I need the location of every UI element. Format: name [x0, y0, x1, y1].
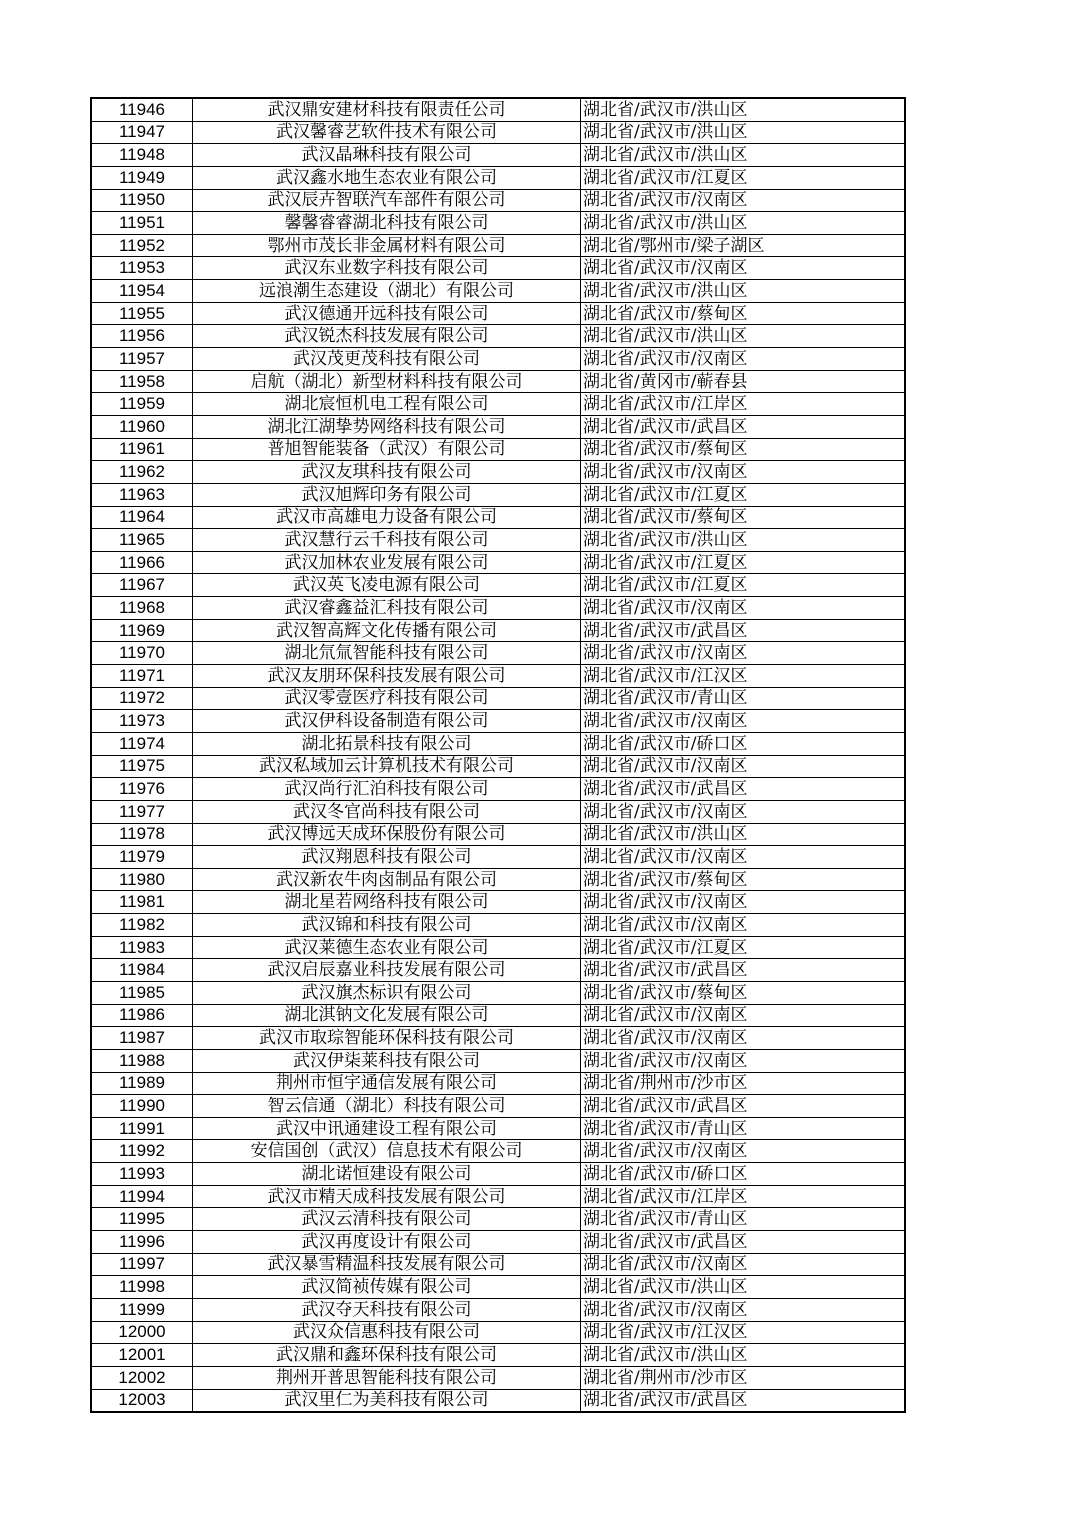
region-cell: 湖北省/武汉市/洪山区 [581, 121, 906, 144]
region-cell: 湖北省/武汉市/青山区 [581, 687, 906, 710]
row-number-cell: 11999 [91, 1298, 193, 1321]
region-cell: 湖北省/武汉市/汉南区 [581, 1253, 906, 1276]
region-cell: 湖北省/武汉市/蔡甸区 [581, 981, 906, 1004]
table-row [91, 846, 905, 869]
region-cell: 湖北省/武汉市/汉南区 [581, 597, 906, 620]
region-cell: 湖北省/武汉市/汉南区 [581, 461, 906, 484]
company-name-cell: 荆州市恒宇通信发展有限公司 [193, 1072, 581, 1095]
table-row [91, 823, 905, 846]
row-number-cell: 11996 [91, 1231, 193, 1254]
region-cell: 湖北省/武汉市/洪山区 [581, 212, 906, 235]
company-name-cell: 武汉启辰嘉业科技发展有限公司 [193, 959, 581, 982]
region-cell: 湖北省/鄂州市/梁子湖区 [581, 234, 906, 257]
company-name-cell: 武汉友琪科技有限公司 [193, 461, 581, 484]
row-number-cell: 11954 [91, 280, 193, 303]
company-name-cell: 湖北拓景科技有限公司 [193, 732, 581, 755]
region-cell: 湖北省/武汉市/蔡甸区 [581, 438, 906, 461]
region-cell: 湖北省/武汉市/汉南区 [581, 189, 906, 212]
row-number-cell: 11963 [91, 483, 193, 506]
row-number-cell: 11969 [91, 619, 193, 642]
table-row [91, 1298, 905, 1321]
company-name-cell: 武汉再度设计有限公司 [193, 1231, 581, 1254]
table-row [91, 1185, 905, 1208]
row-number-cell: 11955 [91, 302, 193, 325]
row-number-cell: 11995 [91, 1208, 193, 1231]
table-row [91, 529, 905, 552]
company-name-cell: 武汉夺天科技有限公司 [193, 1298, 581, 1321]
table-row [91, 687, 905, 710]
region-cell: 湖北省/武汉市/江夏区 [581, 936, 906, 959]
region-cell: 湖北省/武汉市/洪山区 [581, 823, 906, 846]
company-name-cell: 武汉零壹医疗科技有限公司 [193, 687, 581, 710]
region-cell: 湖北省/武汉市/蔡甸区 [581, 868, 906, 891]
table-row [91, 868, 905, 891]
company-name-cell: 武汉鼎安建材科技有限责任公司 [193, 98, 581, 121]
table-row [91, 981, 905, 1004]
table-row [91, 393, 905, 416]
region-cell: 湖北省/武汉市/武昌区 [581, 1095, 906, 1118]
company-name-cell: 武汉众信惠科技有限公司 [193, 1321, 581, 1344]
row-number-cell: 11972 [91, 687, 193, 710]
company-name-cell: 武汉伊柒莱科技有限公司 [193, 1049, 581, 1072]
company-name-cell: 武汉中讯通建设工程有限公司 [193, 1117, 581, 1140]
table-row [91, 936, 905, 959]
table-row [91, 1208, 905, 1231]
region-cell: 湖北省/武汉市/汉南区 [581, 1298, 906, 1321]
company-name-cell: 武汉鼎和鑫环保科技有限公司 [193, 1344, 581, 1367]
region-cell: 湖北省/武汉市/蔡甸区 [581, 506, 906, 529]
row-number-cell: 11967 [91, 574, 193, 597]
region-cell: 湖北省/武汉市/武昌区 [581, 415, 906, 438]
region-cell: 湖北省/武汉市/青山区 [581, 1208, 906, 1231]
table-row [91, 732, 905, 755]
table-row [91, 1276, 905, 1299]
company-name-cell: 武汉私域加云计算机技术有限公司 [193, 755, 581, 778]
company-name-cell: 武汉英飞凌电源有限公司 [193, 574, 581, 597]
table-row [91, 1072, 905, 1095]
company-name-cell: 武汉鑫水地生态农业有限公司 [193, 166, 581, 189]
row-number-cell: 11956 [91, 325, 193, 348]
region-cell: 湖北省/武汉市/江汉区 [581, 665, 906, 688]
table-row [91, 1231, 905, 1254]
row-number-cell: 11970 [91, 642, 193, 665]
table-row [91, 166, 905, 189]
row-number-cell: 11992 [91, 1140, 193, 1163]
row-number-cell: 11965 [91, 529, 193, 552]
region-cell: 湖北省/武汉市/汉南区 [581, 846, 906, 869]
table-row [91, 1389, 905, 1412]
table-row [91, 302, 905, 325]
company-name-cell: 智云信通（湖北）科技有限公司 [193, 1095, 581, 1118]
company-list-table [90, 97, 906, 1413]
table-row [91, 755, 905, 778]
company-name-cell: 武汉云清科技有限公司 [193, 1208, 581, 1231]
company-name-cell: 武汉慧行云千科技有限公司 [193, 529, 581, 552]
company-name-cell: 武汉锐杰科技发展有限公司 [193, 325, 581, 348]
row-number-cell: 11997 [91, 1253, 193, 1276]
region-cell: 湖北省/武汉市/武昌区 [581, 959, 906, 982]
region-cell: 湖北省/荆州市/沙市区 [581, 1366, 906, 1389]
row-number-cell: 11987 [91, 1027, 193, 1050]
company-name-cell: 武汉加林农业发展有限公司 [193, 551, 581, 574]
company-name-cell: 普旭智能装备（武汉）有限公司 [193, 438, 581, 461]
company-name-cell: 武汉市取琮智能环保科技有限公司 [193, 1027, 581, 1050]
row-number-cell: 11959 [91, 393, 193, 416]
region-cell: 湖北省/武汉市/汉南区 [581, 914, 906, 937]
region-cell: 湖北省/武汉市/蔡甸区 [581, 302, 906, 325]
company-name-cell: 鄂州市茂长非金属材料有限公司 [193, 234, 581, 257]
row-number-cell: 11975 [91, 755, 193, 778]
row-number-cell: 11947 [91, 121, 193, 144]
company-name-cell: 武汉伊科设备制造有限公司 [193, 710, 581, 733]
table-row [91, 597, 905, 620]
row-number-cell: 11983 [91, 936, 193, 959]
row-number-cell: 11994 [91, 1185, 193, 1208]
table-row [91, 461, 905, 484]
company-name-cell: 武汉里仁为美科技有限公司 [193, 1389, 581, 1412]
row-number-cell: 12001 [91, 1344, 193, 1367]
region-cell: 湖北省/荆州市/沙市区 [581, 1072, 906, 1095]
table-row [91, 257, 905, 280]
row-number-cell: 11961 [91, 438, 193, 461]
company-name-cell: 武汉简祯传媒有限公司 [193, 1276, 581, 1299]
company-name-cell: 武汉辰卉智联汽车部件有限公司 [193, 189, 581, 212]
row-number-cell: 11977 [91, 800, 193, 823]
company-name-cell: 武汉友朋环保科技发展有限公司 [193, 665, 581, 688]
row-number-cell: 11976 [91, 778, 193, 801]
row-number-cell: 12003 [91, 1389, 193, 1412]
region-cell: 湖北省/武汉市/青山区 [581, 1117, 906, 1140]
company-name-cell: 安信国创（武汉）信息技术有限公司 [193, 1140, 581, 1163]
region-cell: 湖北省/武汉市/洪山区 [581, 144, 906, 167]
row-number-cell: 11982 [91, 914, 193, 937]
row-number-cell: 11960 [91, 415, 193, 438]
table-row [91, 1321, 905, 1344]
table-row [91, 1095, 905, 1118]
table-row [91, 959, 905, 982]
region-cell: 湖北省/武汉市/汉南区 [581, 1049, 906, 1072]
table-row [91, 800, 905, 823]
row-number-cell: 11949 [91, 166, 193, 189]
region-cell: 湖北省/武汉市/江夏区 [581, 574, 906, 597]
table-row [91, 212, 905, 235]
table-row [91, 325, 905, 348]
region-cell: 湖北省/武汉市/武昌区 [581, 1389, 906, 1412]
table-row [91, 1344, 905, 1367]
company-name-cell: 湖北氘氚智能科技有限公司 [193, 642, 581, 665]
company-name-cell: 湖北诺恒建设有限公司 [193, 1163, 581, 1186]
row-number-cell: 11991 [91, 1117, 193, 1140]
row-number-cell: 11958 [91, 370, 193, 393]
row-number-cell: 11981 [91, 891, 193, 914]
row-number-cell: 11973 [91, 710, 193, 733]
table-row [91, 665, 905, 688]
table-row [91, 415, 905, 438]
table-row [91, 1049, 905, 1072]
table-row [91, 1004, 905, 1027]
company-name-cell: 荆州开普思智能科技有限公司 [193, 1366, 581, 1389]
company-name-cell: 武汉茂更茂科技有限公司 [193, 348, 581, 371]
company-name-cell: 武汉东业数字科技有限公司 [193, 257, 581, 280]
region-cell: 湖北省/武汉市/汉南区 [581, 710, 906, 733]
company-name-cell: 武汉莱德生态农业有限公司 [193, 936, 581, 959]
company-name-cell: 武汉智高辉文化传播有限公司 [193, 619, 581, 642]
region-cell: 湖北省/武汉市/武昌区 [581, 1231, 906, 1254]
region-cell: 湖北省/黄冈市/蕲春县 [581, 370, 906, 393]
region-cell: 湖北省/武汉市/洪山区 [581, 529, 906, 552]
table-row [91, 778, 905, 801]
row-number-cell: 11979 [91, 846, 193, 869]
region-cell: 湖北省/武汉市/洪山区 [581, 280, 906, 303]
region-cell: 湖北省/武汉市/洪山区 [581, 1276, 906, 1299]
region-cell: 湖北省/武汉市/江岸区 [581, 393, 906, 416]
region-cell: 湖北省/武汉市/洪山区 [581, 1344, 906, 1367]
row-number-cell: 11971 [91, 665, 193, 688]
company-name-cell: 武汉市精天成科技发展有限公司 [193, 1185, 581, 1208]
table-row [91, 506, 905, 529]
region-cell: 湖北省/武汉市/汉南区 [581, 642, 906, 665]
company-name-cell: 武汉翔恩科技有限公司 [193, 846, 581, 869]
company-name-cell: 武汉旭辉印务有限公司 [193, 483, 581, 506]
row-number-cell: 11978 [91, 823, 193, 846]
table-row [91, 574, 905, 597]
company-name-cell: 武汉尚行汇泊科技有限公司 [193, 778, 581, 801]
region-cell: 湖北省/武汉市/汉南区 [581, 1140, 906, 1163]
table-row [91, 483, 905, 506]
table-row [91, 1140, 905, 1163]
table-row [91, 1163, 905, 1186]
region-cell: 湖北省/武汉市/汉南区 [581, 1004, 906, 1027]
row-number-cell: 11985 [91, 981, 193, 1004]
table-row [91, 1366, 905, 1389]
table-row [91, 234, 905, 257]
table-row [91, 619, 905, 642]
row-number-cell: 11984 [91, 959, 193, 982]
region-cell: 湖北省/武汉市/江汉区 [581, 1321, 906, 1344]
table-row [91, 1253, 905, 1276]
region-cell: 湖北省/武汉市/汉南区 [581, 800, 906, 823]
row-number-cell: 11946 [91, 98, 193, 121]
region-cell: 湖北省/武汉市/武昌区 [581, 778, 906, 801]
row-number-cell: 11962 [91, 461, 193, 484]
company-name-cell: 武汉馨睿艺软件技术有限公司 [193, 121, 581, 144]
region-cell: 湖北省/武汉市/汉南区 [581, 348, 906, 371]
row-number-cell: 11968 [91, 597, 193, 620]
table-row [91, 280, 905, 303]
company-name-cell: 武汉旗杰标识有限公司 [193, 981, 581, 1004]
row-number-cell: 11952 [91, 234, 193, 257]
table-row [91, 144, 905, 167]
row-number-cell: 11948 [91, 144, 193, 167]
table-row [91, 914, 905, 937]
company-name-cell: 武汉博远天成环保股份有限公司 [193, 823, 581, 846]
company-name-cell: 启航（湖北）新型材料科技有限公司 [193, 370, 581, 393]
table-row [91, 438, 905, 461]
region-cell: 湖北省/武汉市/汉南区 [581, 257, 906, 280]
row-number-cell: 11964 [91, 506, 193, 529]
region-cell: 湖北省/武汉市/江夏区 [581, 551, 906, 574]
row-number-cell: 11974 [91, 732, 193, 755]
table-row [91, 551, 905, 574]
region-cell: 湖北省/武汉市/江岸区 [581, 1185, 906, 1208]
row-number-cell: 11951 [91, 212, 193, 235]
row-number-cell: 11957 [91, 348, 193, 371]
row-number-cell: 12000 [91, 1321, 193, 1344]
company-name-cell: 湖北江湖挚势网络科技有限公司 [193, 415, 581, 438]
region-cell: 湖北省/武汉市/洪山区 [581, 98, 906, 121]
table-row [91, 121, 905, 144]
table-row [91, 348, 905, 371]
company-name-cell: 武汉晶琳科技有限公司 [193, 144, 581, 167]
row-number-cell: 11990 [91, 1095, 193, 1118]
row-number-cell: 11988 [91, 1049, 193, 1072]
region-cell: 湖北省/武汉市/硚口区 [581, 732, 906, 755]
region-cell: 湖北省/武汉市/汉南区 [581, 891, 906, 914]
company-name-cell: 远浪潮生态建设（湖北）有限公司 [193, 280, 581, 303]
company-name-cell: 武汉睿鑫益汇科技有限公司 [193, 597, 581, 620]
region-cell: 湖北省/武汉市/汉南区 [581, 755, 906, 778]
row-number-cell: 11998 [91, 1276, 193, 1299]
company-name-cell: 馨馨睿睿湖北科技有限公司 [193, 212, 581, 235]
region-cell: 湖北省/武汉市/江夏区 [581, 483, 906, 506]
table-row [91, 98, 905, 121]
row-number-cell: 11966 [91, 551, 193, 574]
company-name-cell: 武汉冬官尚科技有限公司 [193, 800, 581, 823]
region-cell: 湖北省/武汉市/汉南区 [581, 1027, 906, 1050]
row-number-cell: 11986 [91, 1004, 193, 1027]
row-number-cell: 11953 [91, 257, 193, 280]
table-row [91, 891, 905, 914]
table-row [91, 189, 905, 212]
row-number-cell: 11989 [91, 1072, 193, 1095]
region-cell: 湖北省/武汉市/洪山区 [581, 325, 906, 348]
table-row [91, 642, 905, 665]
company-name-cell: 湖北淇钠文化发展有限公司 [193, 1004, 581, 1027]
row-number-cell: 11980 [91, 868, 193, 891]
region-cell: 湖北省/武汉市/江夏区 [581, 166, 906, 189]
table-row [91, 710, 905, 733]
row-number-cell: 12002 [91, 1366, 193, 1389]
company-name-cell: 湖北宸恒机电工程有限公司 [193, 393, 581, 416]
company-name-cell: 湖北星若网络科技有限公司 [193, 891, 581, 914]
row-number-cell: 11993 [91, 1163, 193, 1186]
company-name-cell: 武汉锦和科技有限公司 [193, 914, 581, 937]
region-cell: 湖北省/武汉市/硚口区 [581, 1163, 906, 1186]
row-number-cell: 11950 [91, 189, 193, 212]
region-cell: 湖北省/武汉市/武昌区 [581, 619, 906, 642]
company-name-cell: 武汉市高雄电力设备有限公司 [193, 506, 581, 529]
table-row [91, 1117, 905, 1140]
company-name-cell: 武汉德通开远科技有限公司 [193, 302, 581, 325]
table-row [91, 370, 905, 393]
table-row [91, 1027, 905, 1050]
company-name-cell: 武汉暴雪精温科技发展有限公司 [193, 1253, 581, 1276]
table-body [91, 98, 905, 1412]
company-name-cell: 武汉新农牛肉卤制品有限公司 [193, 868, 581, 891]
